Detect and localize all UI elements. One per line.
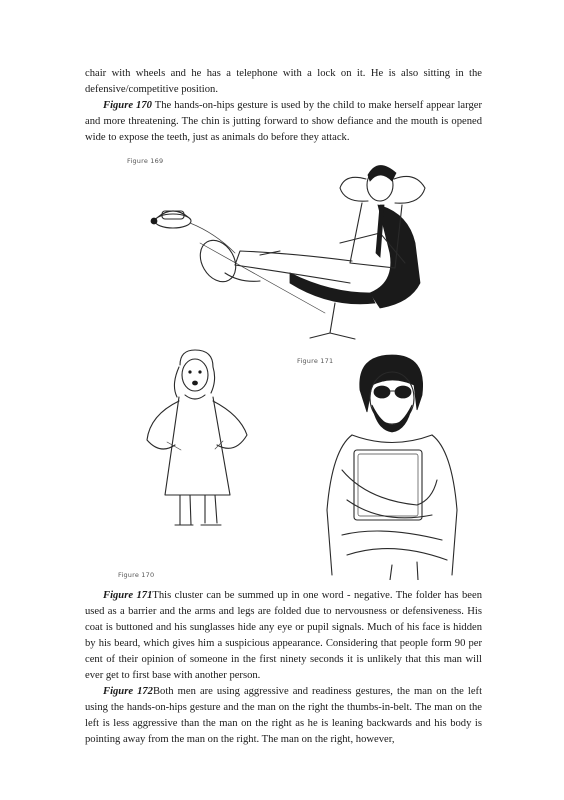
paragraph-text: chair with wheels and he has a telephone with a lock on it. He is also sitting in the defensive/competitive position. — [85, 68, 482, 95]
figure-169-caption: Figure 169 — [127, 157, 164, 165]
girl-hands-on-hips-illustration — [135, 345, 260, 545]
paragraph-text: Both men are using aggressive and readiness gestures, the man on the left using the hands-on-hips gesture and the man on the right the thumbs-in-belt. The man on the left is less aggressive than the man on the right as he is leaning backwards and his body is pointing away from the man on the right. The man on the right, however, — [85, 686, 483, 745]
paragraph-continuation — [85, 66, 482, 98]
figure-reference: Figure 170 — [103, 100, 152, 111]
figure-171-caption: Figure 171 — [297, 357, 334, 365]
figure-reference: Figure 171 — [103, 590, 153, 601]
paragraph-figure-172 — [85, 684, 482, 748]
man-reclining-in-chair-illustration — [140, 143, 460, 343]
paragraph-text: This cluster can be summed up in one word - negative. The folder has been used as a barrier and the arms and legs are folded due to nervousness or defensiveness. His coat is buttoned and his sunglasses hide any eye or pupil signals. Much of his face is hidden by his beard, which gives him a suspicious appearance. Considering that people form 90 per cent of their opinion of someone in the first ninety seconds it is unlikely that this man will ever get to first base with another person. — [85, 590, 483, 681]
paragraph-figure-171 — [85, 588, 482, 684]
paragraph-figure-170 — [85, 98, 482, 146]
figure-reference: Figure 172 — [103, 686, 153, 697]
paragraph-text: The hands-on-hips gesture is used by the child to make herself appear larger and more threatening. The chin is jutting forward to show defiance and the mouth is opened wide to expose the teeth, just as animals do before they attack. — [85, 100, 482, 143]
figure-170-caption: Figure 170 — [118, 571, 155, 579]
bearded-man-with-folder-illustration — [322, 350, 462, 580]
